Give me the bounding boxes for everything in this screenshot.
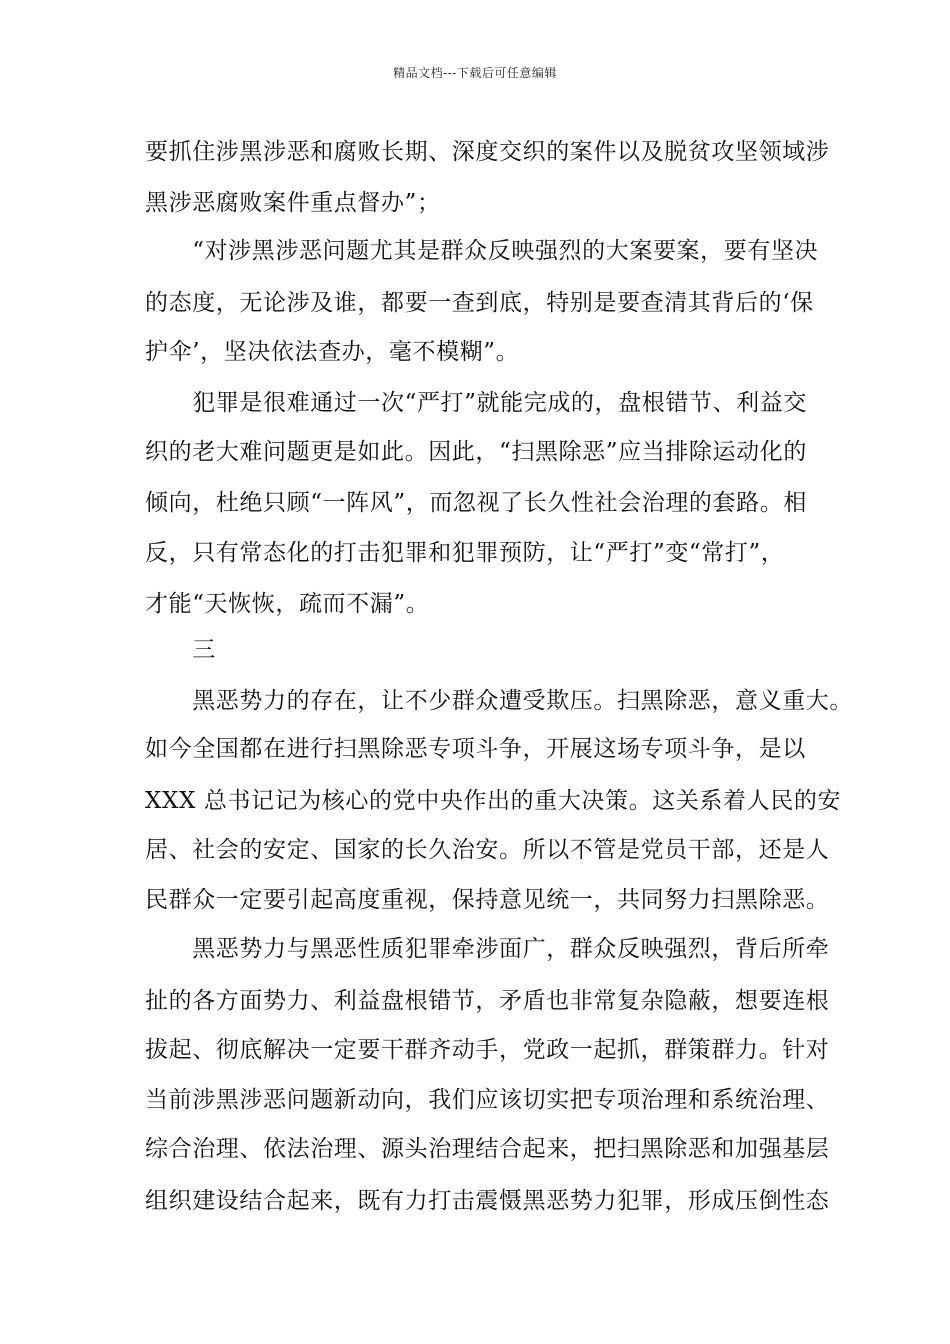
text-line: 综合治理、依法治理、源头治理结合起来，把扫黑除恶和加强基层 xyxy=(145,1136,830,1162)
text-line: 犯罪是很难通过一次“严打”就能完成的，盘根错节、利益交 xyxy=(145,390,807,416)
text-line: 反，只有常态化的打击犯罪和犯罪预防，让“严打”变“常打”， xyxy=(145,540,785,566)
text-line: “对涉黑涉恶问题尤其是群众反映强烈的大案要案，要有坚决 xyxy=(145,238,819,264)
text-line: 居、社会的安定、国家的长久治安。所以不管是党员干部，还是人 xyxy=(145,837,830,863)
text-line: 要抓住涉黑涉恶和腐败长期、深度交织的案件以及脱贫攻坚领域涉 xyxy=(145,139,830,165)
text-line: 拔起、彻底解决一定要干群齐动手，党政一起抓，群策群力。针对 xyxy=(145,1037,830,1063)
text-line: 的态度，无论涉及谁，都要一查到底，特别是要查清其背后的‘保 xyxy=(145,290,814,316)
text-line: 当前涉黑涉恶问题新动向，我们应该切实把专项治理和系统治理、 xyxy=(145,1087,830,1113)
text-line: 黑恶势力的存在，让不少群众遭受欺压。扫黑除恶，意义重大。 xyxy=(145,688,853,714)
text-line: 民群众一定要引起高度重视，保持意见统一，共同努力扫黑除恶。 xyxy=(145,887,830,913)
text-line: 黑涉恶腐败案件重点督办”； xyxy=(145,190,441,216)
text-line: 黑恶势力与黑恶性质犯罪牵涉面广，群众反映强烈，背后所牵 xyxy=(145,936,830,962)
text-line: 三 xyxy=(145,637,216,663)
text-line: 护伞’，坚决依法查办，毫不模糊”。 xyxy=(145,339,520,365)
text-line: 才能“天恢恢，疏而不漏”。 xyxy=(145,591,430,617)
text-line: 如今全国都在进行扫黑除恶专项斗争，开展这场专项斗争，是以 xyxy=(145,736,806,762)
text-line: XXX 总书记记为核心的党中央作出的重大决策。这关系着人民的安 xyxy=(145,788,842,814)
page-header: 精品文档---下载后可任意编辑 xyxy=(393,66,557,80)
text-line: 扯的各方面势力、利益盘根错节，矛盾也非常复杂隐蔽，想要连根 xyxy=(145,988,830,1014)
text-line: 倾向，杜绝只顾“一阵风”，而忽视了长久性社会治理的套路。相 xyxy=(145,490,807,516)
text-line: 组织建设结合起来，既有力打击震慑黑恶势力犯罪，形成压倒性态 xyxy=(145,1188,830,1214)
text-line: 织的老大难问题更是如此。因此，“扫黑除恶”应当排除运动化的 xyxy=(145,439,807,465)
